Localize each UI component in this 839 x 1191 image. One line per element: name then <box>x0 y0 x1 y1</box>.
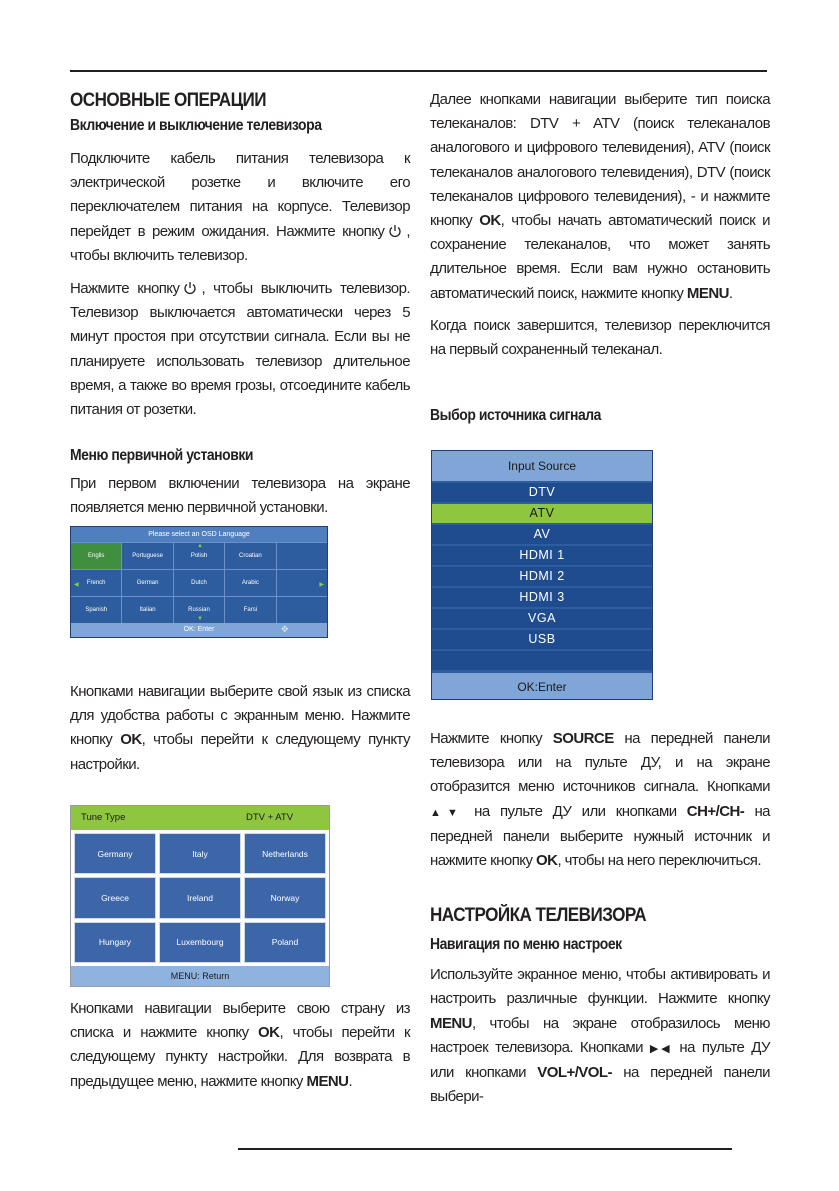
language-option[interactable]: Dutch <box>174 570 224 596</box>
up-down-arrows-icon: ▲▼ <box>430 806 464 819</box>
osd-language-screen <box>70 526 328 638</box>
language-option[interactable] <box>277 597 327 623</box>
osd-title: Please select an OSD Language <box>71 527 327 542</box>
source-option[interactable]: HDMI 1 <box>432 546 652 565</box>
left-column <box>70 88 410 521</box>
section-title-tv-setup: НАСТРОЙКА ТЕЛЕВИЗОРА <box>430 905 647 927</box>
down-arrow-icon: ▼ <box>197 616 203 622</box>
language-option[interactable]: German <box>122 570 172 596</box>
source-option[interactable]: HDMI 2 <box>432 567 652 586</box>
language-option[interactable]: Englis <box>71 543 121 569</box>
right-left-arrows-icon: ▶◀ <box>649 1042 673 1055</box>
paragraph-tune-type: Далее кнопками навигации выберите тип поиска телеканалов: DTV + ATV (поиск телеканалов аналогового и цифрового телевидения), ATV (поиск телеканалов аналогового телевидения), DTV (поиск телеканалов цифрового телевидения), - и нажмите кнопку OK, чтобы начать автоматический поиск и сохранение телеканалов, что может занять длительное время. Если вам нужно остановить автоматический поиск, нажмите кнопку MENU. <box>430 91 770 302</box>
language-option[interactable]: Portuguese <box>122 543 172 569</box>
country-option[interactable]: Italy <box>159 833 241 874</box>
paragraph-menu-navigation: Используйте экранное меню, чтобы активировать и настроить различные функции. Нажмите кнопку MENU, чтобы на экране отобразилось меню настроек телевизора. Кнопками ▶◀ на пульте ДУ или кнопками VOL+/VOL- на передней панели выбери- <box>430 966 771 1106</box>
language-option[interactable]: Farsi <box>225 597 275 623</box>
source-option[interactable]: AV <box>432 525 652 544</box>
section-title-basic-operations: ОСНОВНЫЕ ОПЕРАЦИИ <box>70 90 267 111</box>
power-icon <box>183 281 197 295</box>
input-source-title: Input Source <box>432 451 652 481</box>
country-grid <box>71 830 329 966</box>
source-option[interactable]: DTV <box>432 483 652 502</box>
paragraph-source-select: Нажмите кнопку SOURCE на передней панели телевизора или на пульте ДУ, и на экране отобразится меню источников сигнала. Кнопками ▲▼ на пульте ДУ или кнопками CH+/CH- на передней панели выберите нужный источник и нажмите кнопку OK, чтобы на него переключиться. <box>430 730 770 870</box>
right-column-lower <box>430 727 770 1109</box>
paragraph-search-complete: Когда поиск завершится, телевизор переключится на первый сохраненный телеканал. <box>430 316 770 359</box>
subheading-menu-navigation: Навигация по меню настроек <box>430 936 622 954</box>
paragraph-language-select: Кнопками навигации выберите свой язык из списка для удобства работы с экранным меню. Нажмите кнопку OK, чтобы перейти к следующему пункту настройки. <box>70 683 410 773</box>
power-icon <box>388 224 402 238</box>
language-option[interactable]: Croatian <box>225 543 275 569</box>
country-option[interactable]: Ireland <box>159 877 241 918</box>
bottom-rule <box>238 1148 732 1150</box>
country-option[interactable]: Hungary <box>74 922 156 963</box>
osd-footer: OK: Enter <box>71 623 327 637</box>
language-option[interactable]: Italian <box>122 597 172 623</box>
subheading-signal-source: Выбор источника сигнала <box>430 407 601 425</box>
osd-language-grid <box>71 542 327 624</box>
country-option[interactable]: Poland <box>244 922 326 963</box>
paragraph-power-off: Нажмите кнопку , чтобы выключить телевизор. Телевизор выключается автоматически через 5 минут простоя при отсутствии сигнала. Если вы не планируете использовать телевизор длительное время, а также во время грозы, отсоедините кабель питания от розетки. <box>70 280 410 419</box>
source-option[interactable]: ATV <box>432 504 652 523</box>
language-option[interactable]: Polish <box>174 543 224 569</box>
tune-type-header <box>71 806 329 830</box>
up-arrow-icon: ▲ <box>197 543 203 549</box>
language-option[interactable]: Spanish <box>71 597 121 623</box>
tune-footer: MENU: Return <box>71 966 329 986</box>
country-option[interactable]: Germany <box>74 833 156 874</box>
left-arrow-icon: ◀ <box>74 582 79 588</box>
top-rule <box>70 70 767 72</box>
country-option[interactable]: Netherlands <box>244 833 326 874</box>
paragraph-power-on: Подключите кабель питания телевизора к электрической розетке и включите его переключателем питания на корпусе. Телевизор перейдет в режим ожидания. Нажмите кнопку , чтобы включить телевизор. <box>70 150 410 264</box>
source-option[interactable]: HDMI 3 <box>432 588 652 607</box>
source-option-empty <box>432 651 652 670</box>
navigation-pad-icon: ✥ <box>281 624 289 634</box>
paragraph-initial-setup: При первом включении телевизора на экране появляется меню первичной установки. <box>70 475 410 517</box>
tune-type-screen <box>70 805 330 987</box>
paragraph-country-select: Кнопками навигации выберите свою страну из списка и нажмите кнопку OK, чтобы перейти к следующему пункту настройки. Для возврата в предыдущее меню, нажмите кнопку MENU. <box>70 1000 410 1090</box>
country-option[interactable]: Luxembourg <box>159 922 241 963</box>
source-option[interactable]: VGA <box>432 609 652 628</box>
input-source-screen <box>431 450 653 700</box>
country-option[interactable]: Norway <box>244 877 326 918</box>
subheading-power: Включение и выключение телевизора <box>70 117 322 134</box>
country-option[interactable]: Greece <box>74 877 156 918</box>
language-option[interactable] <box>277 543 327 569</box>
input-source-footer: OK:Enter <box>432 673 652 699</box>
language-option[interactable]: Arabic <box>225 570 275 596</box>
language-option[interactable]: Russian <box>174 597 224 623</box>
tune-type-label: Tune Type <box>81 812 126 823</box>
tune-type-value[interactable]: DTV + ATV <box>246 812 294 823</box>
subheading-initial-setup: Меню первичной установки <box>70 447 253 465</box>
source-option[interactable]: USB <box>432 630 652 649</box>
right-column <box>430 88 770 428</box>
language-option[interactable]: French <box>71 570 121 596</box>
right-arrow-icon: ▶ <box>319 582 324 588</box>
